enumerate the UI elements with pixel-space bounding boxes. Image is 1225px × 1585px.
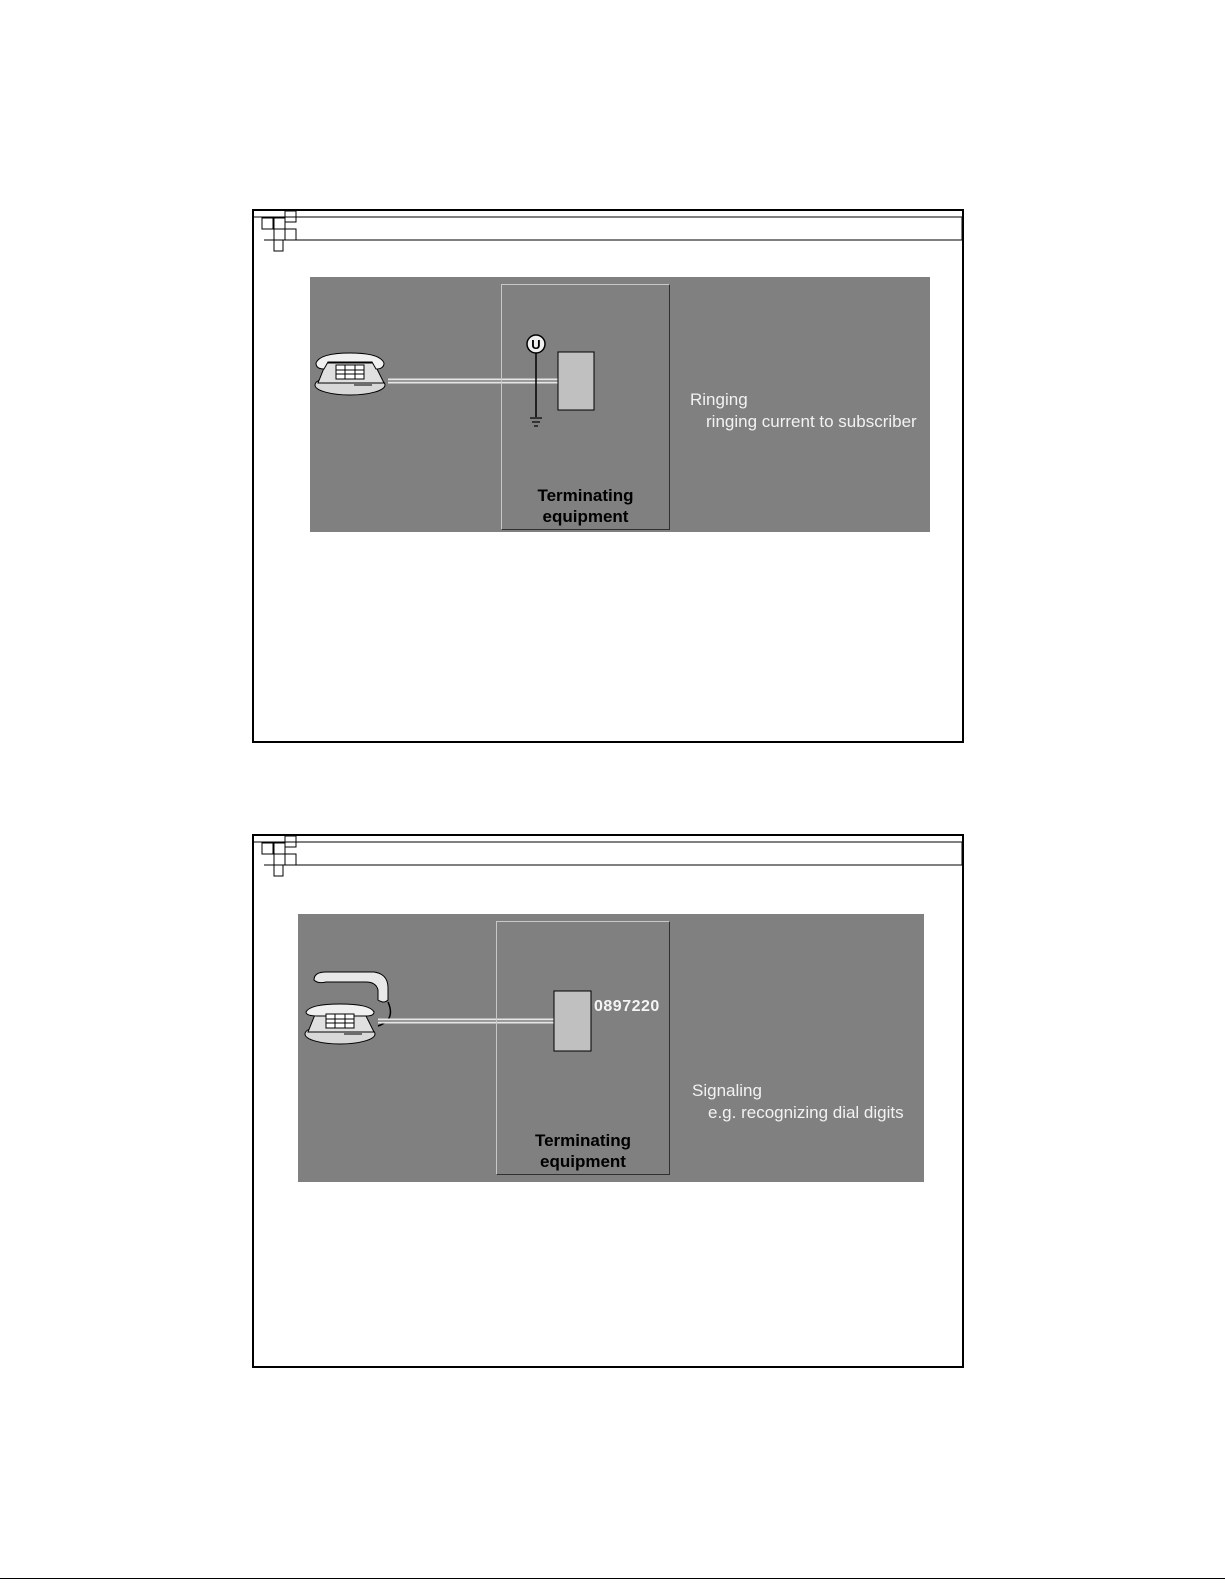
terminating-equipment-label: Terminating equipment xyxy=(537,486,634,526)
diagram-panel xyxy=(298,914,924,1182)
slide-signaling xyxy=(252,834,964,1368)
diagram-panel xyxy=(310,277,930,532)
terminating-equipment-box xyxy=(496,921,670,1175)
caption-subtitle: e.g. recognizing dial digits xyxy=(708,1103,904,1122)
caption-title: Signaling xyxy=(692,1081,762,1100)
telephone-icon xyxy=(315,353,385,395)
terminating-equipment-label: Terminating equipment xyxy=(534,1131,632,1171)
caption-subtitle: ringing current to subscriber xyxy=(706,412,917,431)
telephone-icon xyxy=(305,972,390,1044)
page-bottom-rule xyxy=(0,1578,1225,1579)
slide-corner-decoration-icon xyxy=(254,836,966,884)
caption-signaling xyxy=(692,1080,904,1124)
caption-ringing xyxy=(690,389,917,433)
voltage-source-label: U xyxy=(531,337,541,352)
dialed-digits: 0897220 xyxy=(594,998,660,1015)
terminating-equipment-box xyxy=(501,284,670,530)
slide-corner-decoration-icon xyxy=(254,211,966,259)
caption-title: Ringing xyxy=(690,390,748,409)
slide-ringing xyxy=(252,209,964,743)
